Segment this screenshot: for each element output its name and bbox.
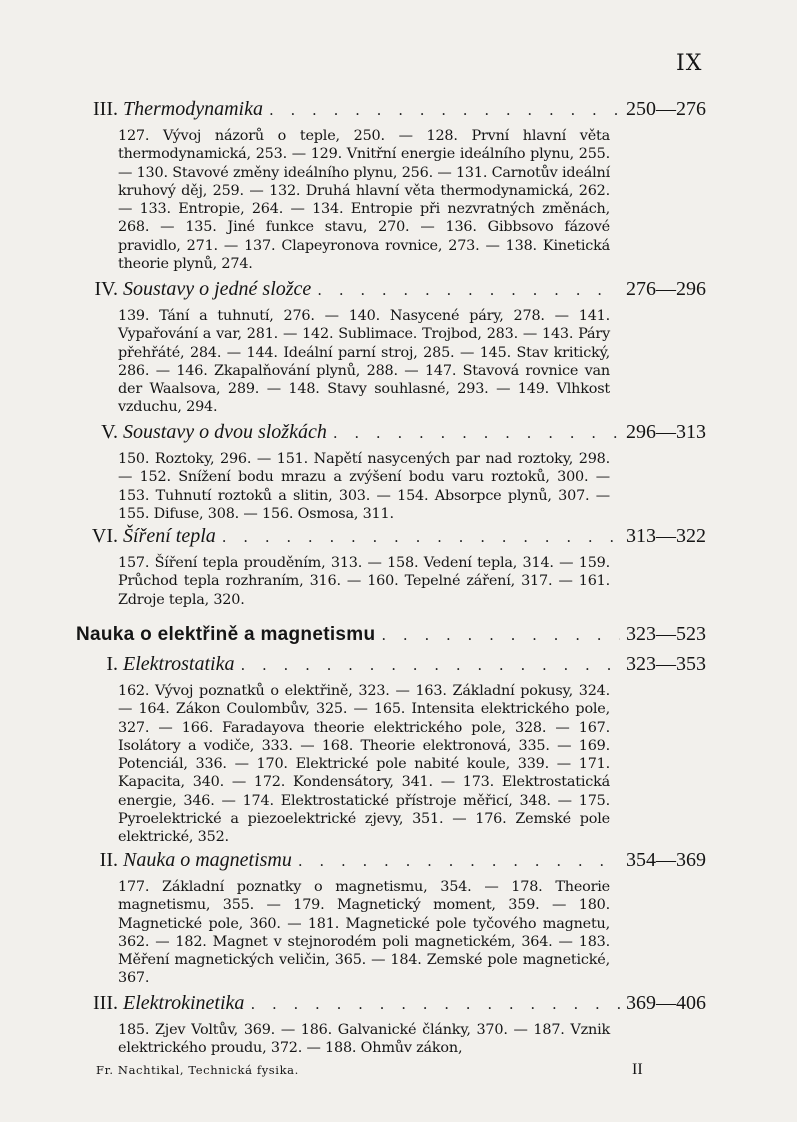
section-number: I. <box>106 653 118 675</box>
section-title: Nauka o magnetismu <box>123 849 292 871</box>
section-pages: 296—313 <box>626 421 706 443</box>
section-contents: 150. Roztoky, 296. — 151. Napětí nasycených par nad roztoky, 298. — 152. Snížení bodu mrazu a zvýšení bodu varu roztoků, 300. — 153. Tuhnutí roztoků a slitin, 303. — 154. Absorpce plynů, 307. — 155. Difuse, 308. — 156. Osmosa, 311. <box>118 451 610 522</box>
section-contents: 127. Vývoj názorů o teple, 250. — 128. První hlavní věta thermodynamická, 253. — 129. Vnitřní energie ideálního plynu, 255. — 130. Stavové změny ideálního plynu, 256. — 131. Carnotův ideální kruhový děj, 259. — 132. Druhá hlavní věta thermodynamická, 262. — 133. Entropie, 264. — 134. Entropie při nezvratných změnách, 268. — 135. Jiné funkce stavu, 270. — 136. Gibbsovo fázové pravidlo, 271. — 137. Clapeyronova rovnice, 273. — 138. Kinetická theorie plynů, 274. <box>118 128 610 273</box>
section-contents: 139. Tání a tuhnutí, 276. — 140. Nasycené páry, 278. — 141. Vypařování a var, 281. — 142. Sublimace. Trojbod, 283. — 143. Páry přehřáté, 284. — 144. Ideální parní stroj, 285. — 145. Stav kritický, 286. — 146. Zkapalňování plynů, 288. — 147. Stavová rovnice van der Waalsova, 289. — 148. Stavy souhlasné, 293. — 149. Vlhkost vzduchu, 294. <box>118 308 610 416</box>
section-heading <box>70 849 706 875</box>
dot-leader <box>333 424 620 442</box>
section-pages: 369—406 <box>626 992 706 1014</box>
dot-leader <box>381 626 620 644</box>
section-pages: 276—296 <box>626 278 706 300</box>
dot-leader <box>222 528 620 546</box>
section-pages: 354—369 <box>626 849 706 871</box>
section-pages: 323—353 <box>626 653 706 675</box>
section-contents: 185. Zjev Voltův, 369. — 186. Galvanické články, 370. — 187. Vznik elektrického proudu, 372. — 188. Ohmův zákon, <box>118 1022 610 1057</box>
section-contents: 157. Šíření tepla prouděním, 313. — 158. Vedení tepla, 314. — 159. Průchod tepla rozhraním, 316. — 160. Tepelné záření, 317. — 161. Zdroje tepla, 320. <box>118 555 610 608</box>
section-heading <box>70 98 706 124</box>
part-heading <box>76 623 706 649</box>
section-heading <box>70 525 706 551</box>
dot-leader <box>269 101 620 119</box>
section-number: III. <box>93 98 118 120</box>
section-number: V. <box>101 421 118 443</box>
section-number: III. <box>93 992 118 1014</box>
section-title: Elektrokinetika <box>123 992 245 1014</box>
page-number: IX <box>676 51 703 76</box>
section-number: IV. <box>94 278 118 300</box>
section-heading <box>70 653 706 679</box>
part-title: Nauka o elektřině a magnetismu <box>76 624 376 645</box>
section-title: Elektrostatika <box>123 653 235 675</box>
dot-leader <box>317 281 620 299</box>
section-number: II. <box>99 849 118 871</box>
section-pages: 250—276 <box>626 98 706 120</box>
dot-leader <box>250 995 620 1013</box>
section-contents: 177. Základní poznatky o magnetismu, 354. — 178. Theorie magnetismu, 355. — 179. Magnetický moment, 359. — 180. Magnetické pole, 360. — 181. Magnetické pole tyčového magnetu, 362. — 182. Magnet v stejnorodém poli magnetickém, 364. — 183. Měření magnetických veličin, 365. — 184. Zemské pole magnetické, 367. <box>118 879 610 987</box>
section-title: Šíření tepla <box>123 525 216 547</box>
section-title: Soustavy o dvou složkách <box>123 421 327 443</box>
section-heading <box>70 992 706 1018</box>
section-title: Soustavy o jedné složce <box>123 278 312 300</box>
section-number: VI. <box>91 525 118 547</box>
section-pages: 313—322 <box>626 525 706 547</box>
section-heading <box>70 421 706 447</box>
section-title: Thermodynamika <box>123 98 263 120</box>
footer-author: Fr. Nachtikal, Technická fysika. <box>96 1063 299 1077</box>
signature-mark: II <box>632 1061 643 1078</box>
section-heading <box>70 278 706 304</box>
section-contents: 162. Vývoj poznatků o elektřině, 323. — 163. Základní pokusy, 324. — 164. Zákon Coulombův, 325. — 165. Intensita elektrického pole, 327. — 166. Faradayova theorie elektrického pole, 328. — 167. Isolátory a vodiče, 333. — 168. Theorie elektronová, 335. — 169. Potenciál, 336. — 170. Elektrické pole nabité koule, 339. — 171. Kapacita, 340. — 172. Kondensátory, 341. — 173. Elektrostatická energie, 346. — 174. Elektrostatické přístroje měřicí, 348. — 175. Pyroelektrické a piezoelektrické zjevy, 351. — 176. Zemské pole elektrické, 352. <box>118 683 610 846</box>
dot-leader <box>240 656 620 674</box>
dot-leader <box>298 852 620 870</box>
part-pages: 323—523 <box>626 623 706 645</box>
